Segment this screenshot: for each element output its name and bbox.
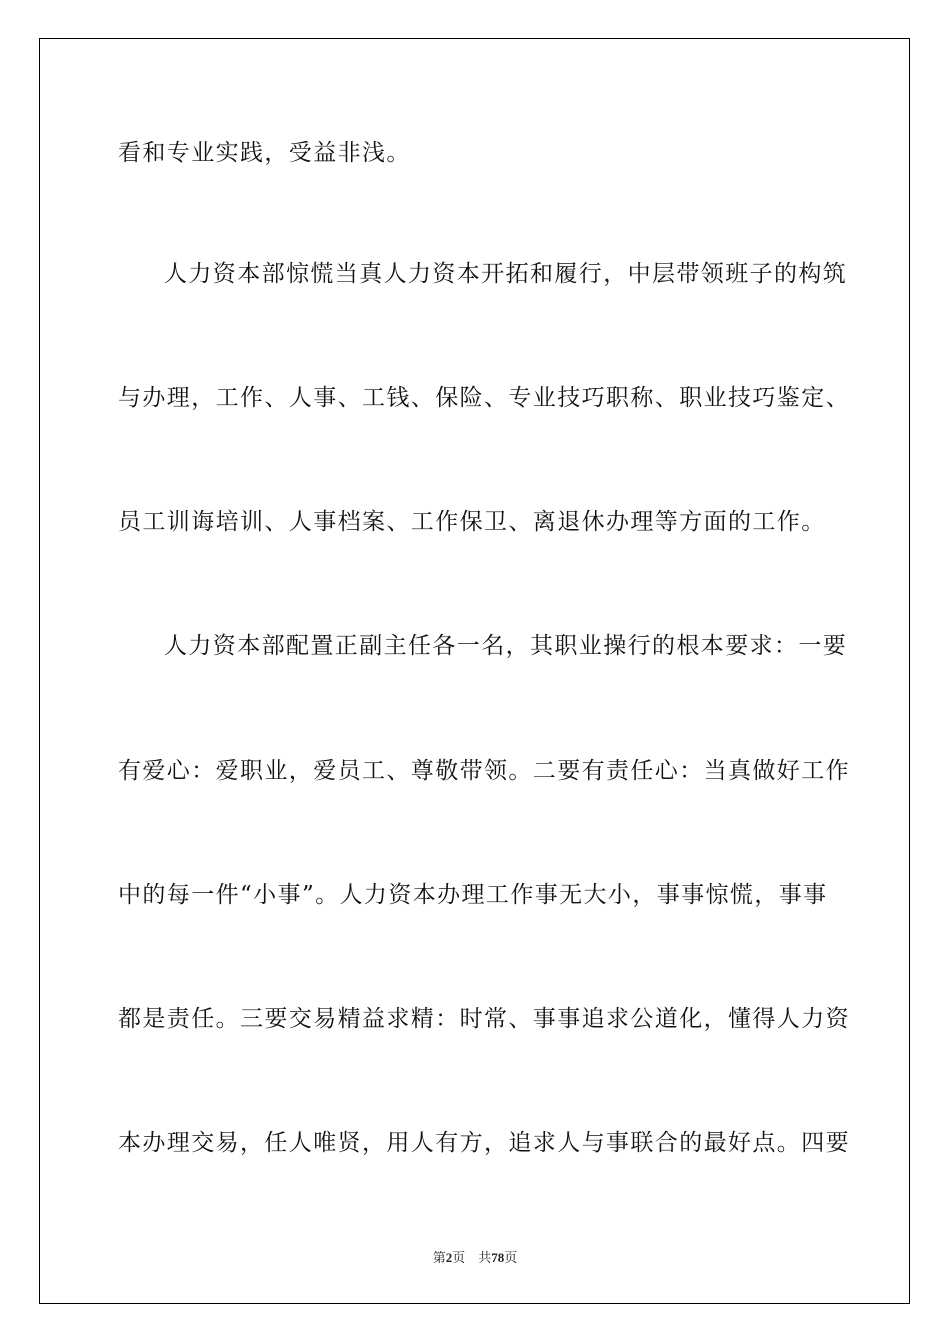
footer-total-prefix: 共 [478,1250,492,1265]
footer-page-suffix: 页 [452,1250,466,1265]
text-line-7: 中的每一件“小事”。人力资本办理工作事无大小，事事惊慌，事事 [118,882,828,908]
text-line-4: 员工训诲培训、人事档案、工作保卫、离退休办理等方面的工作。 [118,509,826,535]
text-line-3: 与办理，工作、人事、工钱、保险、专业技巧职称、职业技巧鉴定、 [118,385,850,411]
footer-total-suffix: 页 [504,1250,518,1265]
text-line-2: 人力资本部惊慌当真人力资本开拓和履行，中层带领班子的构筑 [164,261,848,287]
footer-page-number: 2 [445,1250,453,1265]
page-footer [0,1247,950,1266]
text-line-1: 看和专业实践，受益非浅。 [118,140,411,166]
text-line-8: 都是责任。三要交易精益求精：时常、事事追求公道化，懂得人力资 [118,1006,850,1032]
text-line-9: 本办理交易，任人唯贤，用人有方，追求人与事联合的最好点。四要 [118,1130,850,1156]
text-line-5: 人力资本部配置正副主任各一名，其职业操行的根本要求：一要 [164,633,848,659]
footer-total-pages: 78 [491,1250,505,1265]
text-line-6: 有爱心：爱职业，爱员工、尊敬带领。二要有责任心：当真做好工作 [118,758,850,784]
footer-page-prefix: 第 [432,1250,446,1265]
page-border [39,38,910,1304]
